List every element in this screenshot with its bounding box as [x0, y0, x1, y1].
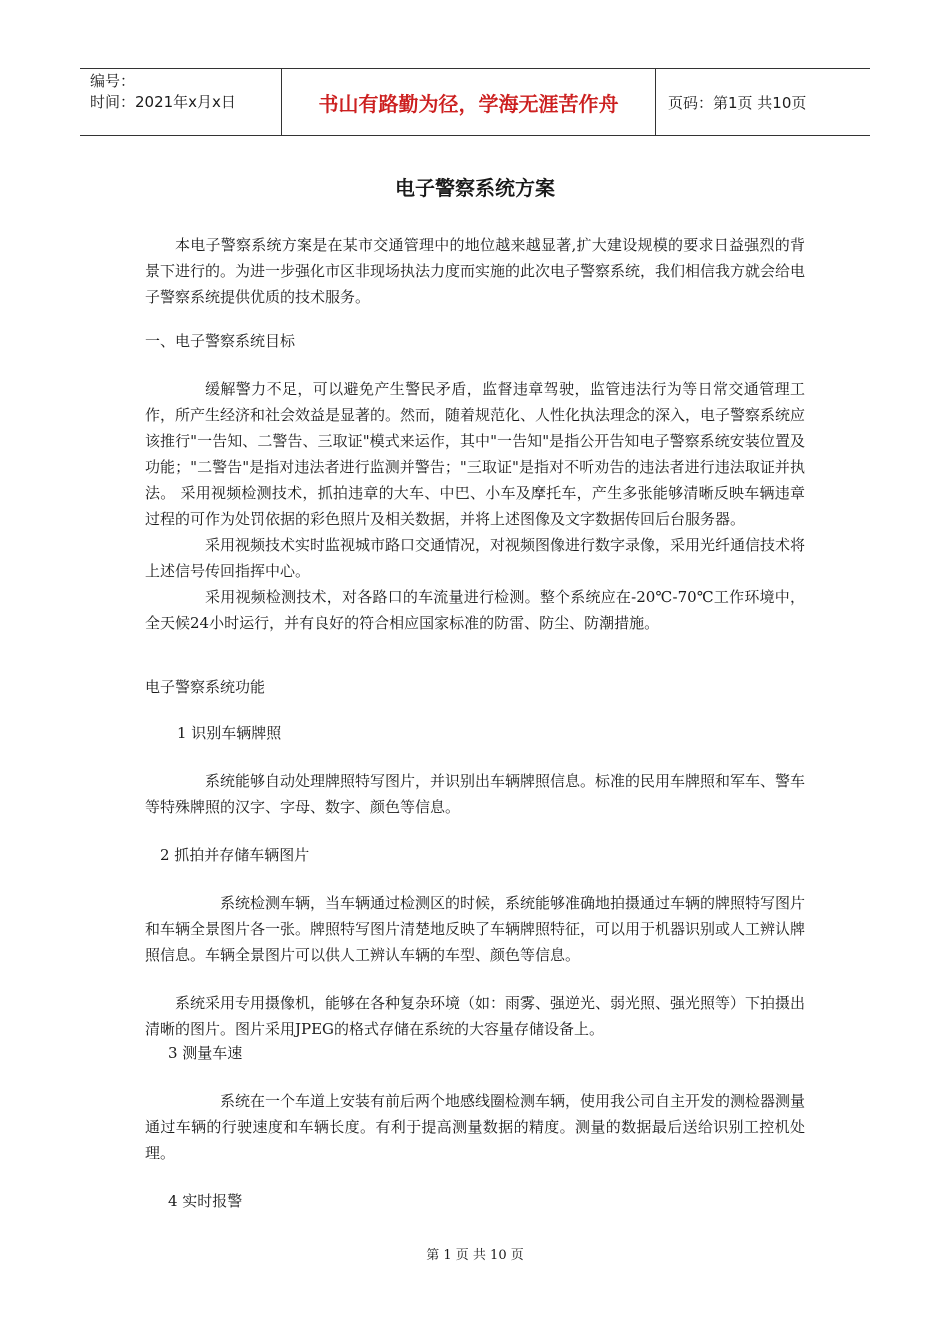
page-footer: 第 1 页 共 10 页: [426, 1248, 524, 1263]
item2-block-2: [145, 990, 805, 1042]
section2-heading: 电子警察系统功能: [145, 678, 266, 696]
document-title: 电子警察系统方案: [395, 176, 555, 200]
item2-title: 2 抓拍并存储车辆图片: [160, 846, 310, 864]
intro-paragraph: 本电子警察系统方案是在某市交通管理中的地位越来越显著,扩大建设规模的要求日益强烈的背景下进行的。为进一步强化市区非现场执法力度而实施的此次电子警察系统，我们相信我方就会给电子警察系统提供优质的技术服务。: [145, 236, 806, 306]
page-header: [80, 68, 870, 136]
header-motto: 书山有路勤为径，学海无涯苦作舟: [282, 69, 656, 135]
item3-block: [145, 1088, 805, 1166]
item1-block: [145, 768, 805, 820]
header-meta: [80, 69, 282, 135]
section1-heading: 一、电子警察系统目标: [145, 332, 296, 350]
section1-paragraph-3: 采用视频检测技术，对各路口的车流量进行检测。整个系统应在-20℃-70℃工作环境中，全天候24小时运行，并有良好的符合相应国家标准的防雷、防尘、防潮措施。: [145, 588, 805, 632]
section1-paragraph-1: 缓解警力不足，可以避免产生警民矛盾，监督违章驾驶，监管违法行为等日常交通管理工作，所产生经济和社会效益是显著的。然而，随着规范化、人性化执法理念的深入，电子警察系统应该推行"一告知、二警告、三取证"模式来运作，其中"一告知"是指公开告知电子警察系统安装位置及功能；"二警告"是指对违法者进行监测并警告；"三取证"是指对不听劝告的违法者进行违法取证并执法。 采用视频检测技术，抓拍违章的大车、中巴、小车及摩托车，产生多张能够清晰反映车辆违章过程的可作为处罚依据的彩色照片及相关数据，并将上述图像及文字数据传回后台服务器。: [145, 380, 806, 528]
header-page-info: 页码：第1页 共10页: [668, 93, 807, 112]
item1-paragraph: 系统能够自动处理牌照特写图片，并识别出车辆牌照信息。标准的民用车牌照和军车、警车等特殊牌照的汉字、字母、数字、颜色等信息。: [145, 772, 806, 816]
item1-title: 1 识别车辆牌照: [177, 724, 282, 742]
item2-paragraph-1: 系统检测车辆，当车辆通过检测区的时候，系统能够准确地拍摄通过车辆的牌照特写图片和车辆全景图片各一张。牌照特写图片清楚地反映了车辆牌照特征，可以用于机器识别或人工辨认牌照信息。车辆全景图片可以供人工辨认车辆的车型、颜色等信息。: [145, 894, 806, 964]
item2-block-1: [145, 890, 805, 968]
number-label: 编号：: [90, 72, 136, 90]
intro-block: [145, 232, 805, 310]
item4-title: 4 实时报警: [168, 1192, 243, 1210]
time-label: 时间：2021年x月x日: [90, 93, 236, 111]
section1-paragraph-2: 采用视频技术实时监视城市路口交通情况，对视频图像进行数字录像，采用光纤通信技术将上述信号传回指挥中心。: [145, 536, 806, 580]
item2-paragraph-2: 系统采用专用摄像机，能够在各种复杂环境（如：雨雾、强逆光、弱光照、强光照等）下拍摄出清晰的图片。图片采用JPEG的格式存储在系统的大容量存储设备上。: [145, 994, 806, 1038]
item3-title: 3 测量车速: [168, 1044, 243, 1062]
item3-paragraph: 系统在一个车道上安装有前后两个地感线圈检测车辆，使用我公司自主开发的测检器测量通过车辆的行驶速度和车辆长度。有利于提高测量数据的精度。测量的数据最后送给识别工控机处理。: [145, 1092, 806, 1162]
section1-block: [145, 376, 805, 636]
